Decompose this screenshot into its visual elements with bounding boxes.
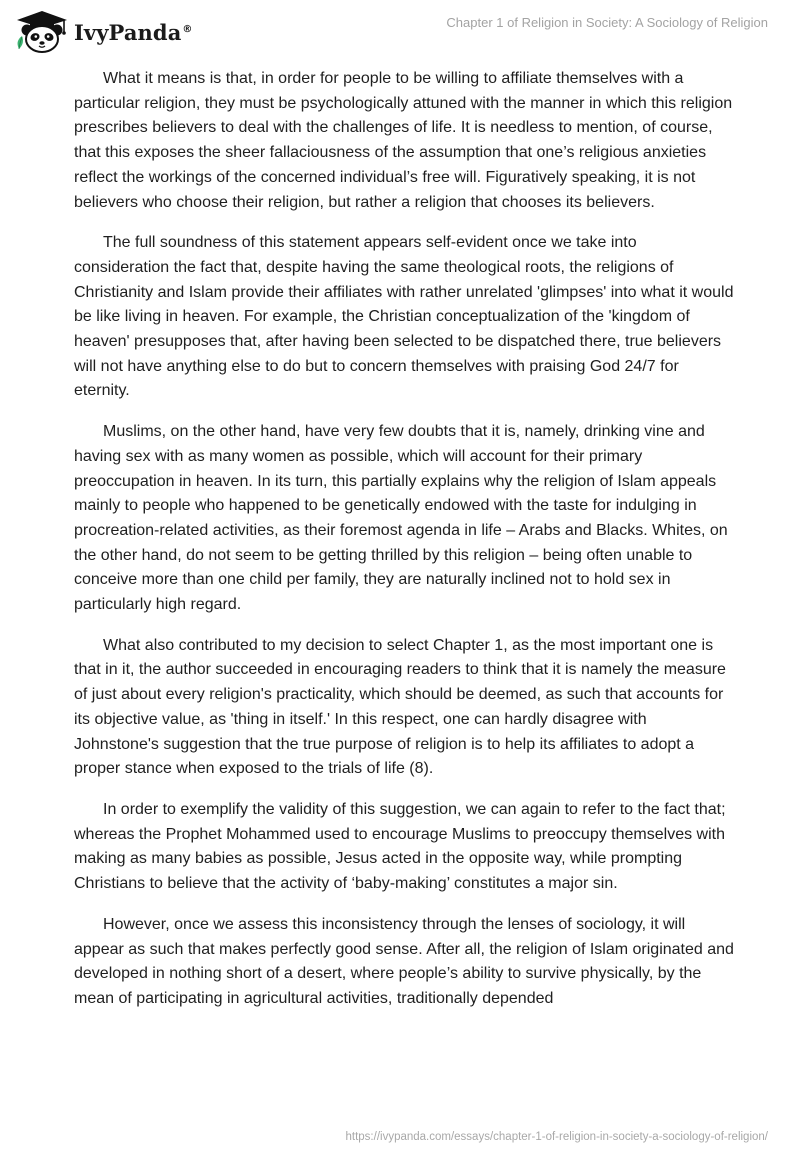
paragraph: In order to exemplify the validity of this suggestion, we can again to refer to the fact that; whereas the Prophet Mohammed used to encourage Muslims to preoccupy themselves with making as many babies as possible, Jesus acted in the opposite way, while prompting Christians to believe that the activity of ‘baby-making’ constitutes a major sin. [74, 800, 726, 893]
paragraph: What it means is that, in order for people to be willing to affiliate themselves with a particular religion, they must be psychologically attuned with the manner in which this religion prescribes believers to deal with the challenges of life. It is needless to mention, of course, that this exposes the sheer fallaciousness of the assumption that one’s religious anxieties reflect the workings of the concerned individual’s free will. Figuratively speaking, it is not believers who choose their religion, but rather a religion that chooses its believers. [74, 70, 733, 211]
source-url-link[interactable]: https://ivypanda.com/essays/chapter-1-of-religion-in-society-a-sociology-of-religion/ [345, 1131, 768, 1143]
panda-graduate-icon [13, 9, 71, 53]
essay-body [74, 67, 734, 1028]
paragraph: Muslims, on the other hand, have very few doubts that it is, namely, drinking vine and having sex with as many women as possible, which will account for their primary preoccupation in heaven. In its turn, this partially explains why the religion of Islam appeals mainly to people who happened to be genetically endowed with the taste for indulging in procreation-related activities, as their foremost agenda in life – Arabs and Blacks. Whites, on the other hand, do not seem to be getting thrilled by this religion – being often unable to conceive more than one child per family, they are naturally inclined not to hold sex in particularly high regard. [74, 423, 728, 614]
ivypanda-logo[interactable] [13, 9, 193, 53]
document-title: Chapter 1 of Religion in Society: A Sociology of Religion [446, 15, 768, 30]
registered-mark: ® [182, 23, 193, 35]
brand-name: IvyPanda® [74, 19, 193, 45]
page-header [0, 0, 800, 62]
paragraph: The full soundness of this statement appears self-evident once we take into consideration the fact that, despite having the same theological roots, the religions of Christianity and Islam provide their affiliates with rather unrelated 'glimpses' into what it would be like living in heaven. For example, the Christian conceptualization of the 'kingdom of heaven' presupposes that, after having been selected to be dispatched there, true believers will not have anything else to do but to concern themselves with praising God 24/7 for eternity. [74, 234, 734, 400]
paragraph: What also contributed to my decision to select Chapter 1, as the most important one is that in it, the author succeeded in encouraging readers to think that it is namely the measure of just about every religion's practicality, which should be deemed, as such that accounts for its objective value, as 'thing in itself.' In this respect, one can hardly disagree with Johnstone's suggestion that the true purpose of religion is to help its affiliates to adopt a proper stance when exposed to the trials of life (8). [74, 636, 726, 778]
paragraph: However, once we assess this inconsistency through the lenses of sociology, it will appear as such that makes perfectly good sense. After all, the religion of Islam originated and developed in nothing short of a desert, where people’s ability to survive physically, by the mean of participating in agricultural activities, traditionally depended [74, 915, 734, 1007]
